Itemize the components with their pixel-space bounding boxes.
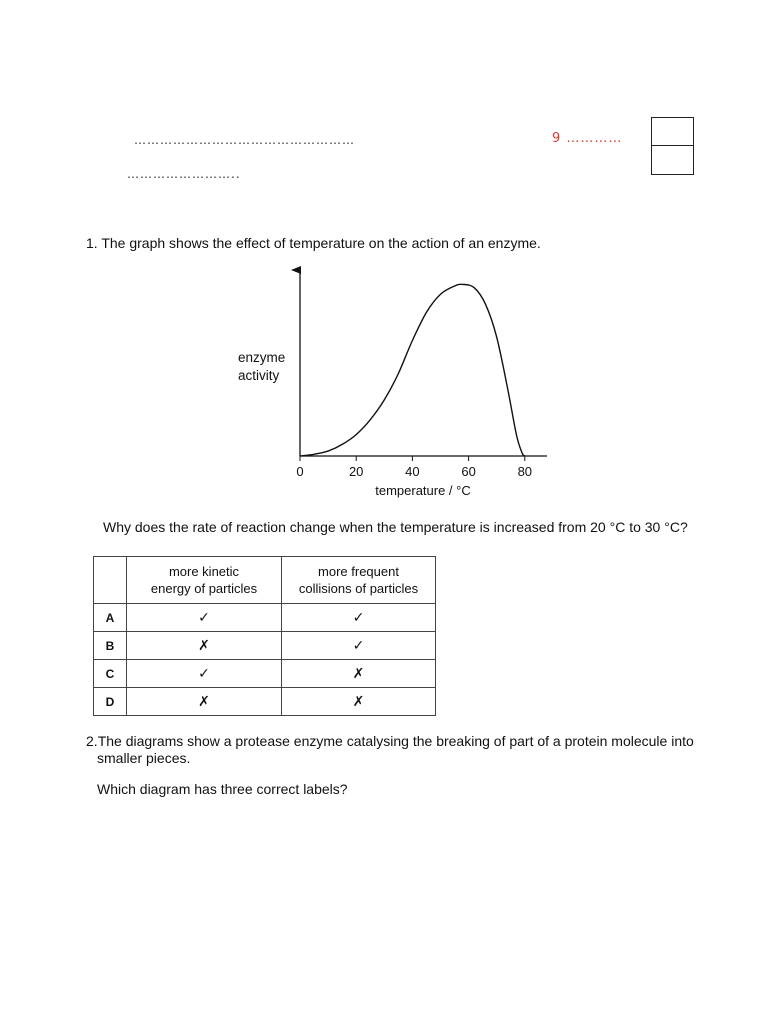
y-axis-label-line1: enzyme (238, 350, 286, 365)
x-tick-label: 80 (517, 464, 533, 479)
cross-mark: ✗ (282, 688, 436, 716)
tick-mark: ✓ (127, 660, 282, 688)
question-1-prompt: Why does the rate of reaction change when the temperature is increased from 20 °C to 30 °C? (103, 519, 688, 535)
name-answer-line: …………………………………………… (134, 133, 355, 147)
enzyme-activity-curve (300, 284, 525, 456)
class-answer-line: …………………….. (127, 167, 241, 181)
y-axis-label-line2: activity (238, 368, 280, 383)
table-row (94, 660, 436, 688)
x-tick-label: 60 (461, 464, 476, 479)
mark-box-divider (652, 145, 693, 146)
x-tick-label: 40 (405, 464, 420, 479)
x-axis-label: temperature / °C (375, 483, 471, 498)
question-2-number: 2. (86, 733, 98, 749)
x-tick-label: 0 (296, 464, 304, 479)
question-2-text-line2: smaller pieces. (97, 750, 191, 766)
option-letter: C (94, 660, 127, 688)
score-field (552, 131, 622, 146)
table-row (94, 632, 436, 660)
cross-mark: ✗ (282, 660, 436, 688)
table-header-row (94, 557, 436, 604)
x-tick-label: 20 (348, 464, 364, 479)
table-header-collisions: more frequent collisions of particles (282, 557, 436, 604)
score-number: 9 (552, 131, 562, 146)
table-header-kinetic-energy: more kinetic energy of particles (127, 557, 282, 604)
question-1-text: The graph shows the effect of temperature on the action of an enzyme. (101, 235, 541, 251)
tick-mark: ✓ (282, 604, 436, 632)
question-2-text-line1: The diagrams show a protease enzyme catalysing the breaking of part of a protein molecule into (97, 733, 694, 749)
tick-mark: ✓ (127, 604, 282, 632)
table-row (94, 604, 436, 632)
cross-mark: ✗ (127, 688, 282, 716)
table-row (94, 688, 436, 716)
enzyme-activity-chart (220, 262, 560, 502)
answer-table (93, 556, 436, 716)
option-letter: A (94, 604, 127, 632)
cross-mark: ✗ (127, 632, 282, 660)
score-dots: ………… (566, 131, 623, 146)
question-1-intro (86, 235, 541, 251)
question-1-number: 1. (86, 235, 98, 251)
table-header-empty (94, 557, 127, 604)
question-2-intro (86, 733, 706, 767)
tick-mark: ✓ (282, 632, 436, 660)
mark-box (651, 117, 694, 175)
x-axis-ticks (296, 456, 532, 479)
question-2-prompt: Which diagram has three correct labels? (97, 781, 348, 797)
option-letter: B (94, 632, 127, 660)
option-letter: D (94, 688, 127, 716)
